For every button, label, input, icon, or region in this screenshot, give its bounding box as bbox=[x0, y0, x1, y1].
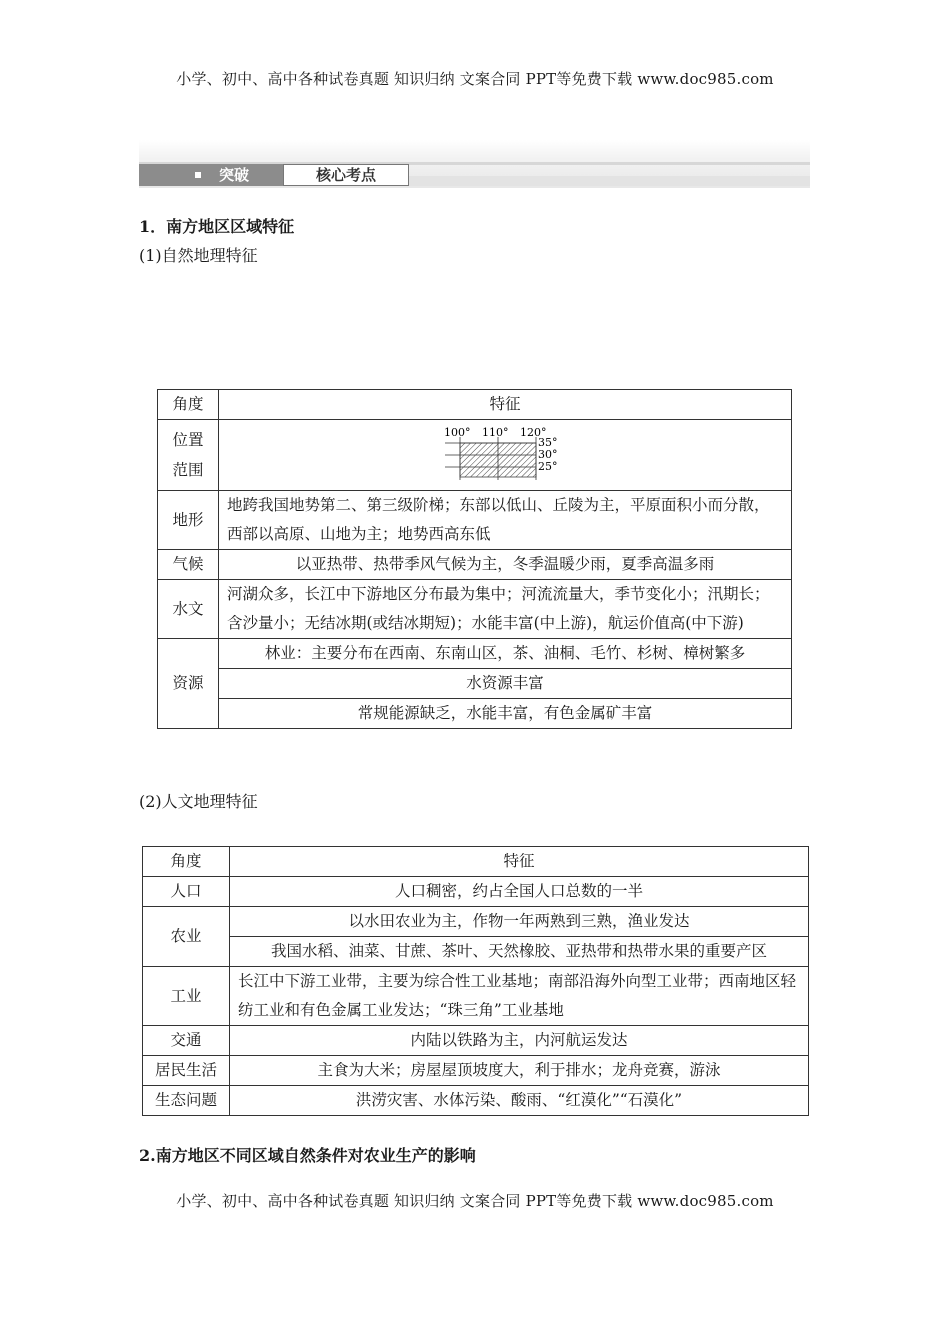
row-label-population: 人口 bbox=[143, 877, 230, 907]
human-features-table bbox=[142, 846, 809, 1116]
table-row bbox=[143, 967, 809, 1026]
square-bullet-icon bbox=[195, 172, 201, 178]
cell-transport: 内陆以铁路为主，内河航运发达 bbox=[230, 1026, 809, 1056]
banner-right-label: 核心考点 bbox=[283, 164, 409, 186]
banner-left-label: 突破 bbox=[219, 166, 250, 184]
row-label-industry: 工业 bbox=[143, 967, 230, 1026]
row-label-agriculture: 农业 bbox=[143, 907, 230, 967]
row-label-position: 位置 范围 bbox=[158, 420, 219, 491]
row-label-terrain: 地形 bbox=[158, 491, 219, 550]
section-title-2: 2.南方地区不同区域自然条件对农业生产的影响 bbox=[139, 1146, 476, 1165]
table-row bbox=[143, 877, 809, 907]
table-row bbox=[143, 937, 809, 967]
table-row bbox=[158, 550, 792, 580]
header-cell-feature: 特征 bbox=[230, 847, 809, 877]
subsection-human: (2)人文地理特征 bbox=[139, 792, 258, 811]
cell-resource-energy: 常规能源缺乏，水能丰富，有色金属矿丰富 bbox=[219, 699, 792, 729]
lat-label-30: 30° bbox=[538, 448, 558, 461]
natural-features-table bbox=[157, 389, 792, 729]
cell-industry: 长江中下游工业带，主要为综合性工业基地；南部沿海外向型工业带；西南地区轻纺工业和有色金属工业发达；“珠三角”工业基地 bbox=[230, 967, 809, 1026]
table-row bbox=[158, 580, 792, 639]
section-banner bbox=[139, 140, 810, 188]
lat-label-25: 25° bbox=[538, 460, 558, 473]
table-row bbox=[143, 1056, 809, 1086]
cell-resource-water: 水资源丰富 bbox=[219, 669, 792, 699]
lat-label-35: 35° bbox=[538, 436, 558, 449]
lon-label-110: 110° bbox=[482, 426, 509, 439]
banner-tag bbox=[139, 164, 283, 186]
header-cell-feature: 特征 bbox=[219, 390, 792, 420]
section-title-1: 1．南方地区区域特征 bbox=[139, 217, 295, 236]
page-footer: 小学、初中、高中各种试卷真题 知识归纳 文案合同 PPT等免费下载 www.doc985.com bbox=[176, 1192, 774, 1210]
cell-climate: 以亚热带、热带季风气候为主，冬季温暖少雨，夏季高温多雨 bbox=[219, 550, 792, 580]
subsection-natural: (1)自然地理特征 bbox=[139, 246, 258, 265]
row-label-ecology: 生态问题 bbox=[143, 1086, 230, 1116]
table-row bbox=[143, 907, 809, 937]
lon-label-120: 120° bbox=[520, 426, 547, 439]
row-label-transport: 交通 bbox=[143, 1026, 230, 1056]
table-row bbox=[143, 847, 809, 877]
cell-resource-forest: 林业：主要分布在西南、东南山区，茶、油桐、毛竹、杉树、樟树繁多 bbox=[219, 639, 792, 669]
header-cell-angle: 角度 bbox=[158, 390, 219, 420]
lon-label-100: 100° bbox=[444, 426, 471, 439]
cell-agriculture-2: 我国水稻、油菜、甘蔗、茶叶、天然橡胶、亚热带和热带水果的重要产区 bbox=[230, 937, 809, 967]
table-row bbox=[158, 420, 792, 491]
cell-ecology: 洪涝灾害、水体污染、酸雨、“红漠化”“石漠化” bbox=[230, 1086, 809, 1116]
cell-hydrology: 河湖众多，长江中下游地区分布最为集中；河流流量大，季节变化小；汛期长；含沙量小；无结冰期(或结冰期短)；水能丰富(中上游)，航运价值高(中下游) bbox=[219, 580, 792, 639]
location-grid-map bbox=[442, 426, 568, 484]
table-row bbox=[158, 699, 792, 729]
row-label-living: 居民生活 bbox=[143, 1056, 230, 1086]
table-row bbox=[158, 669, 792, 699]
cell-population: 人口稠密，约占全国人口总数的一半 bbox=[230, 877, 809, 907]
cell-terrain: 地跨我国地势第二、第三级阶梯；东部以低山、丘陵为主，平原面积小而分散，西部以高原、山地为主；地势西高东低 bbox=[219, 491, 792, 550]
table-row bbox=[143, 1086, 809, 1116]
cell-agriculture-1: 以水田农业为主，作物一年两熟到三熟，渔业发达 bbox=[230, 907, 809, 937]
table-row bbox=[158, 390, 792, 420]
header-cell-angle: 角度 bbox=[143, 847, 230, 877]
cell-living: 主食为大米；房屋屋顶坡度大，利于排水；龙舟竞赛，游泳 bbox=[230, 1056, 809, 1086]
row-label-resources: 资源 bbox=[158, 639, 219, 729]
row-label-hydrology: 水文 bbox=[158, 580, 219, 639]
table-row bbox=[158, 491, 792, 550]
table-row bbox=[143, 1026, 809, 1056]
row-label-climate: 气候 bbox=[158, 550, 219, 580]
page-header: 小学、初中、高中各种试卷真题 知识归纳 文案合同 PPT等免费下载 www.doc985.com bbox=[176, 70, 774, 88]
table-row bbox=[158, 639, 792, 669]
